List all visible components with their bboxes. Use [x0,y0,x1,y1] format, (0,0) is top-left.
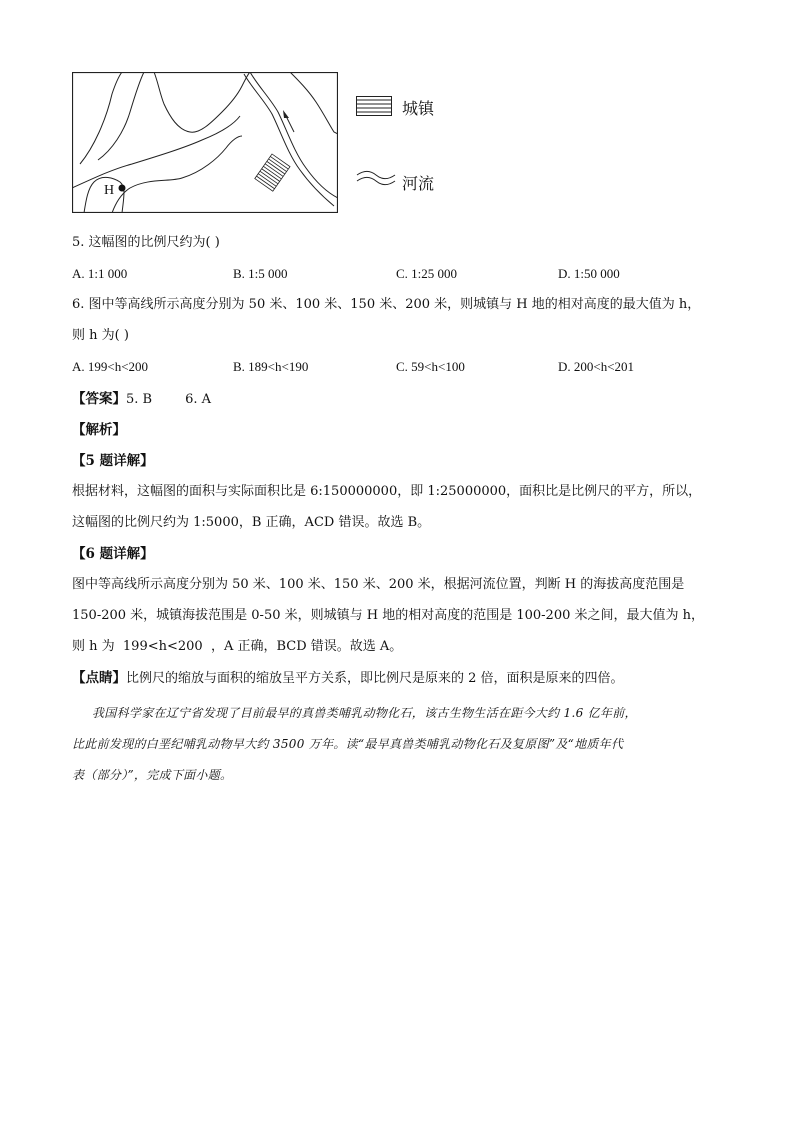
question-6-stem-line2: 则 h 为( ) [72,328,129,343]
detail-6-line1: 图中等高线所示高度分别为 50 米、100 米、150 米、200 米，根据河流位置，判断 H 的海拔高度范围是 [72,577,685,592]
detail-5-line1: 根据材料，这幅图的面积与实际面积比是 6:150000000，即 1:25000000，面积比是比例尺的平方，所以， [72,484,702,499]
passage-line2: 比此前发现的白垩纪哺乳动物早大约 3500 万年。读“最早真兽类哺乳动物化石及复原图”及“地质年代 [72,737,624,751]
tip-tag: 【点睛】 [72,670,126,686]
detail-6-tag: 【6 题详解】 [72,546,154,562]
contour-map [72,72,338,213]
detail-5-tag: 【5 题详解】 [72,453,154,469]
question-5-stem: 5. 这幅图的比例尺约为( ) [72,235,220,250]
answer-row [72,390,211,409]
town-hatch-icon [356,96,392,116]
q6-option-c[interactable]: C. 59<h<100 [396,359,465,374]
point-h-label: H [104,183,115,198]
q5-option-c[interactable]: C. 1:25 000 [396,266,458,281]
analysis-tag: 【解析】 [72,422,126,438]
detail-6-line2: 150-200 米，城镇海拔范围是 0-50 米，则城镇与 H 地的相对高度的范围是 100-200 米之间，最大值为 h， [72,608,705,623]
q5-option-d[interactable]: D. 1:50 000 [558,266,620,281]
detail-6-line3: 则 h 为 199<h<200 ，A 正确，BCD 错误。故选 A。 [72,639,403,654]
question-6-stem-line1: 6. 图中等高线所示高度分别为 50 米、100 米、150 米、200 米，则城镇与 H 地的相对高度的最大值为 h， [72,297,701,312]
q6-option-a[interactable]: A. 199<h<200 [72,359,149,374]
q6-option-d[interactable]: D. 200<h<201 [558,359,635,374]
q5-option-b[interactable]: B. 1:5 000 [233,266,288,281]
legend [356,92,466,202]
tip-row [72,669,624,688]
q6-option-b[interactable]: B. 189<h<190 [233,359,309,374]
point-h-dot [119,185,126,192]
answer-tag: 【答案】 [72,391,126,407]
river-icon [356,168,396,188]
q5-option-a[interactable]: A. 1:1 000 [72,266,128,281]
detail-5-line2: 这幅图的比例尺约为 1:5000，B 正确，ACD 错误。故选 B。 [72,515,431,530]
tip-text: 比例尺的缩放与面积的缩放呈平方关系，即比例尺是原来的 2 倍，面积是原来的四倍。 [126,671,624,686]
passage-line1: 我国科学家在辽宁省发现了目前最早的真兽类哺乳动物化石，该古生物生活在距今大约 1.6 亿年前， [92,706,637,720]
legend-town-label: 城镇 [402,99,435,118]
legend-river-label: 河流 [402,174,435,193]
answer-text: 5. B 6. A [126,392,212,407]
passage-line3: 表（部分）”，完成下面小题。 [72,768,233,782]
